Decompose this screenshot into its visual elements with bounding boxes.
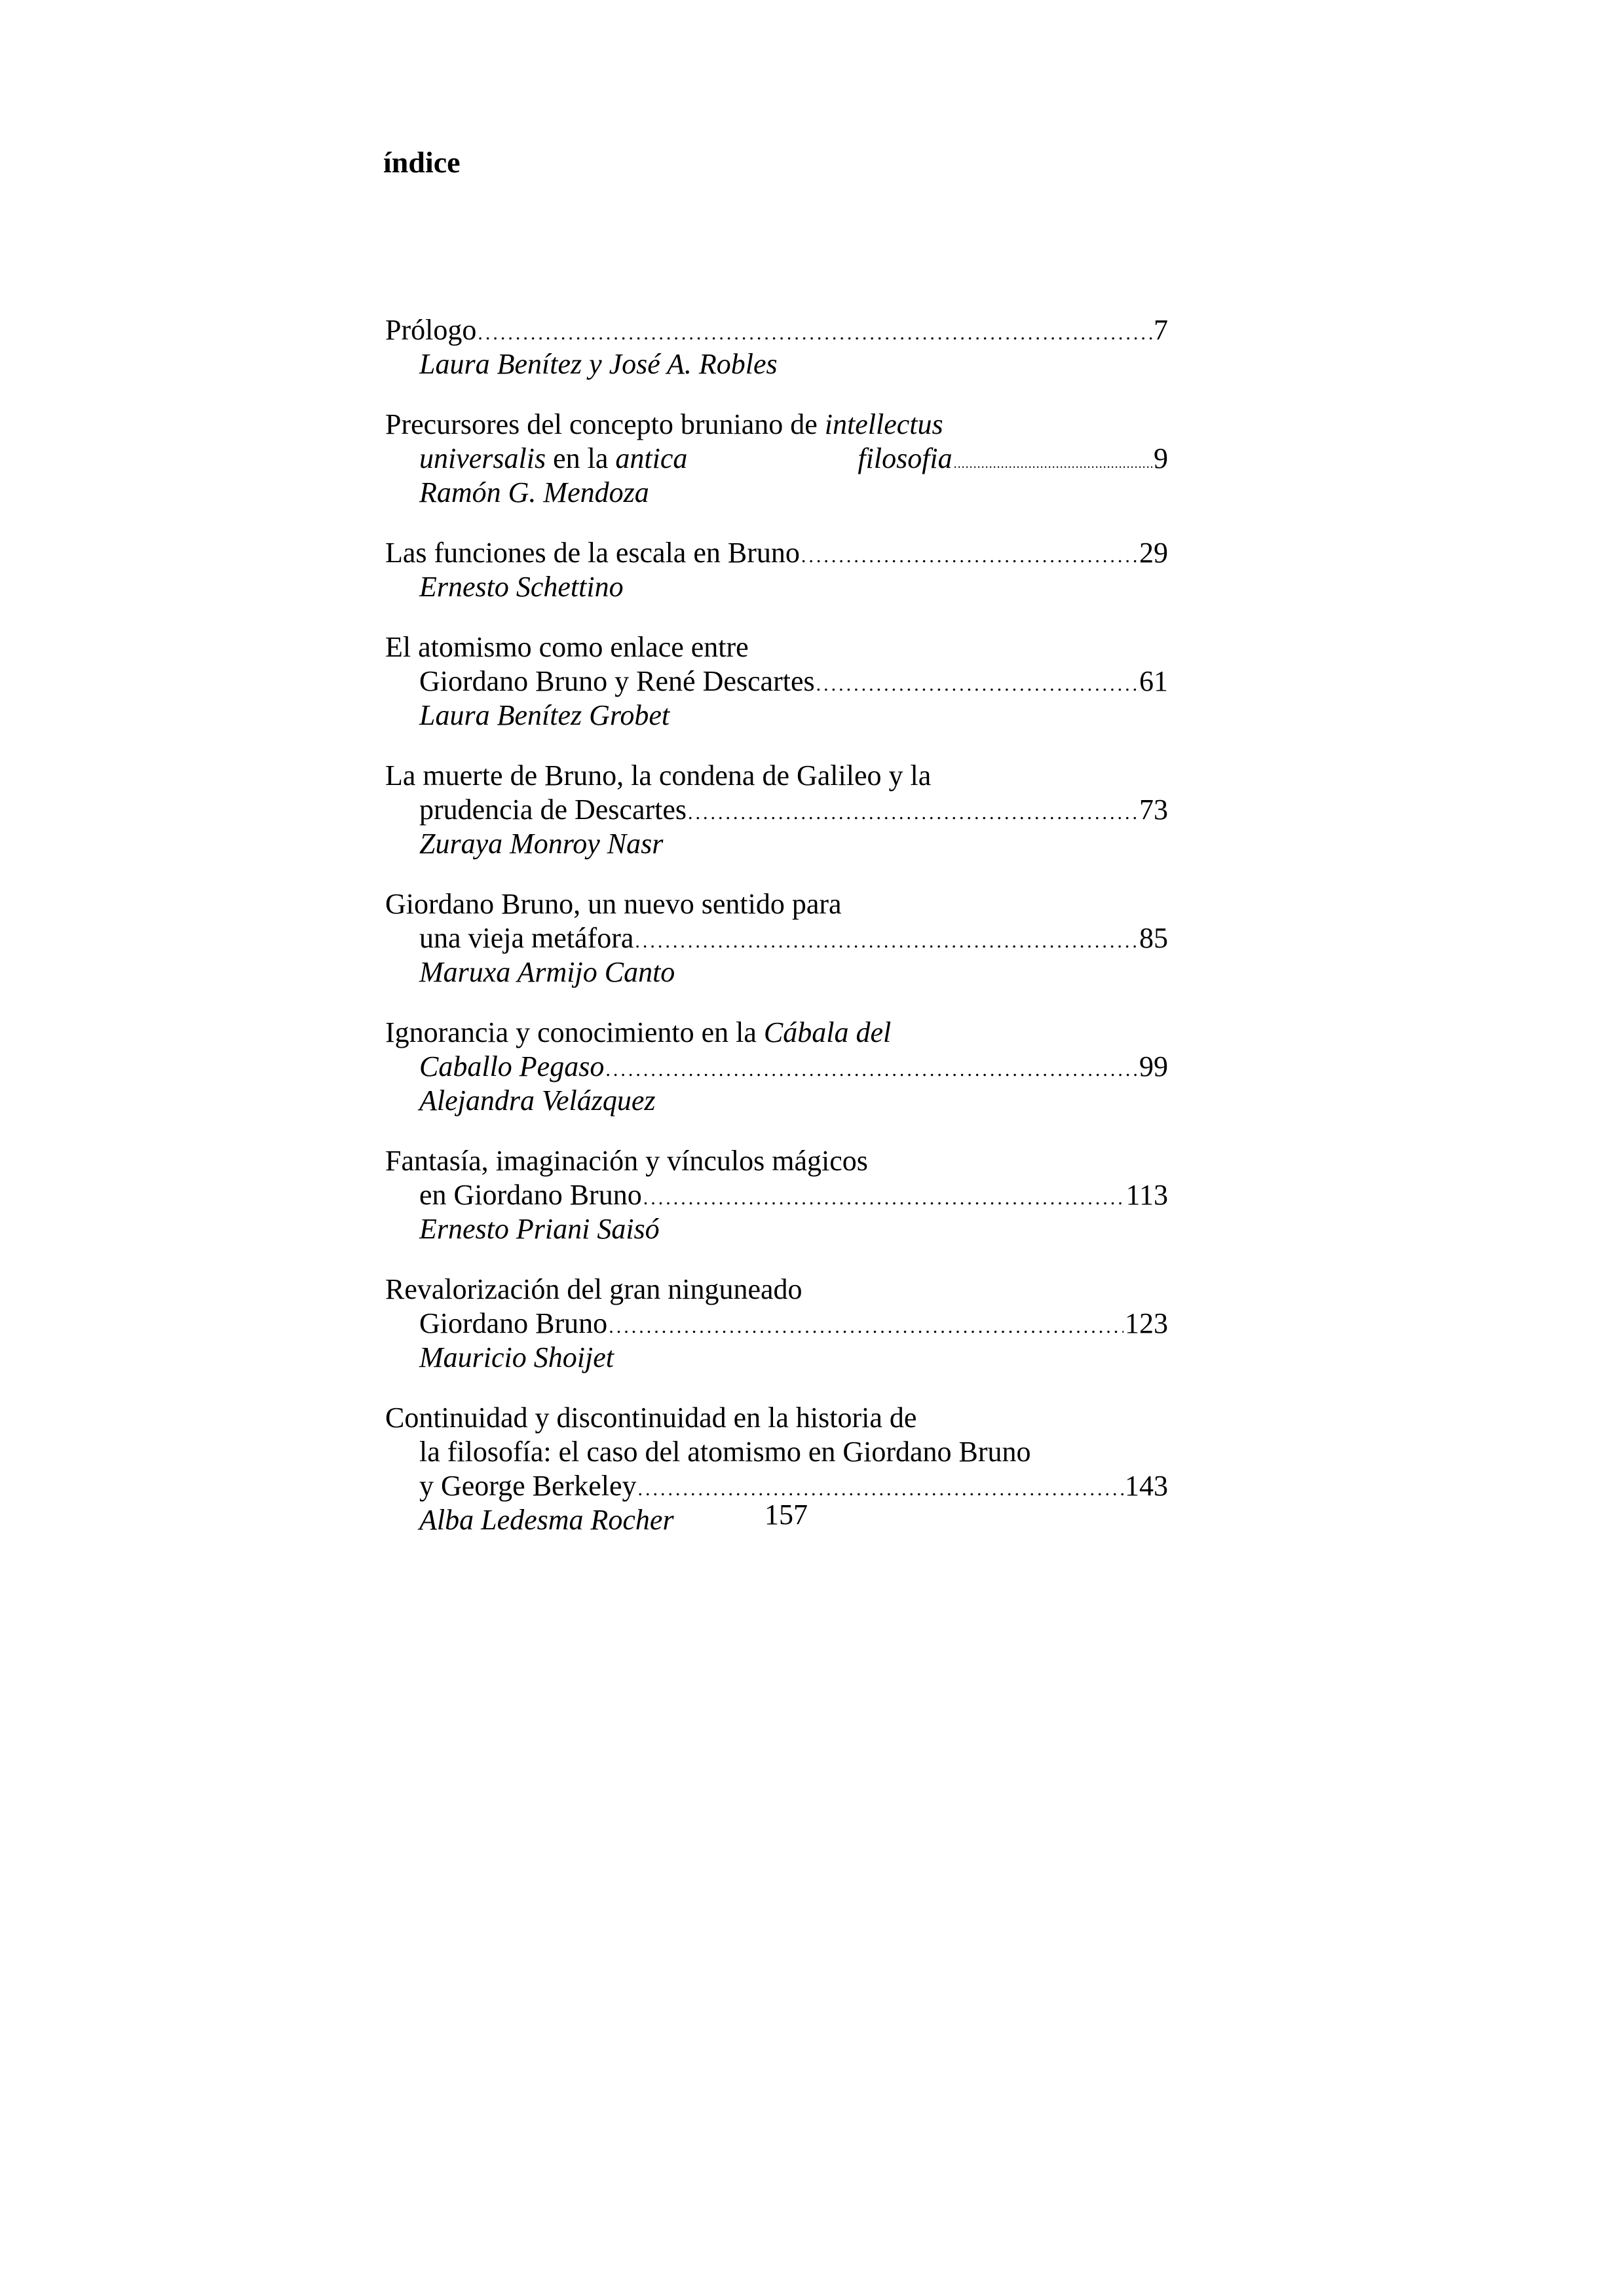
dot-leader	[638, 1472, 1124, 1506]
toc-entry-title-italic: intellectus	[824, 408, 943, 440]
toc-entry-prologo[interactable]	[385, 313, 1168, 381]
toc-entry-author: Ernesto Priani Saisó	[419, 1213, 660, 1245]
toc-entry-title: Continuidad y discontinuidad en la historia de	[385, 1402, 917, 1434]
page-folio-number: 157	[765, 1499, 808, 1531]
toc-entry-title: Giordano Bruno y René Descartes	[419, 665, 815, 697]
toc-entry-page-number: 61	[1139, 665, 1168, 697]
toc-entry-title: Fantasía, imaginación y vínculos mágicos	[385, 1145, 868, 1177]
toc-entry-author: Mauricio Shoijet	[419, 1341, 614, 1373]
toc-entry-title-italic: filosofia	[858, 442, 953, 474]
toc-entry-page-number: 85	[1139, 922, 1168, 954]
dot-leader	[635, 925, 1138, 959]
toc-entry-title: una vieja metáfora	[419, 922, 634, 954]
toc-entry-author: Zuraya Monroy Nasr	[419, 828, 664, 860]
toc-entry-title-italic: Caballo Pegaso	[419, 1050, 605, 1082]
toc-entry-author: Maruxa Armijo Canto	[419, 956, 675, 988]
toc-entry-title-italic: universalis	[419, 442, 546, 474]
table-of-contents	[385, 313, 1168, 1537]
toc-entry-page-number: 99	[1139, 1050, 1168, 1082]
toc-entry-fantasia[interactable]	[385, 1144, 1168, 1246]
toc-entry-page-number: 7	[1154, 314, 1168, 346]
toc-entry-title: Las funciones de la escala en Bruno	[385, 537, 800, 569]
toc-entry-author: Alejandra Velázquez	[419, 1084, 656, 1117]
toc-entry-nuevo-sentido[interactable]	[385, 887, 1168, 989]
toc-entry-title-line	[385, 921, 1168, 955]
toc-entry-title: Ignorancia y conocimiento en la	[385, 1016, 764, 1048]
toc-entry-page-number: 9	[1154, 442, 1168, 474]
dot-leader	[954, 447, 1152, 481]
toc-entry-title: y George Berkeley	[419, 1470, 637, 1502]
toc-entry-title: la filosofía: el caso del atomismo en Giordano Bruno	[419, 1436, 1031, 1468]
toc-entry-title: en Giordano Bruno	[419, 1179, 642, 1211]
page-heading: índice	[383, 145, 461, 179]
dot-leader	[478, 316, 1152, 351]
dot-leader	[643, 1181, 1125, 1215]
toc-entry-page-number: 123	[1125, 1307, 1168, 1339]
toc-entry-title-line	[385, 1050, 1168, 1084]
toc-entry-title: Giordano Bruno	[419, 1307, 608, 1339]
toc-entry-title-line	[385, 536, 1168, 570]
toc-entry-title: Prólogo	[385, 314, 477, 346]
toc-entry-page-number: 29	[1139, 537, 1168, 569]
toc-entry-title-line	[385, 442, 1168, 476]
toc-entry-title-italic: Cábala del	[763, 1016, 892, 1048]
toc-entry-title-line	[385, 408, 1168, 442]
toc-entry-title: La muerte de Bruno, la condena de Galileo y la	[385, 759, 932, 792]
toc-entry-title-line	[385, 1307, 1168, 1341]
dot-leader	[801, 539, 1138, 573]
toc-entry-title-line	[385, 1178, 1168, 1212]
dot-leader	[816, 668, 1138, 702]
toc-entry-title: El atomismo como enlace entre	[385, 631, 749, 663]
toc-entry-title-italic: antica	[615, 442, 688, 474]
dot-leader	[609, 1310, 1124, 1344]
toc-entry-page-number: 73	[1139, 794, 1168, 826]
toc-entry-title	[419, 442, 953, 476]
toc-entry-title: Revalorización del gran ninguneado	[385, 1273, 803, 1305]
dot-leader	[605, 1053, 1138, 1087]
toc-entry-ignorancia[interactable]	[385, 1016, 1168, 1118]
toc-entry-title: Giordano Bruno, un nuevo sentido para	[385, 888, 842, 920]
toc-entry-title: prudencia de Descartes	[419, 794, 687, 826]
toc-entry-author: Ernesto Schettino	[419, 571, 624, 603]
toc-entry-title-text: en la	[546, 442, 616, 474]
toc-entry-atomismo[interactable]	[385, 630, 1168, 733]
toc-entry-title-line	[385, 664, 1168, 698]
toc-entry-title: Precursores del concepto bruniano de	[385, 408, 825, 440]
toc-entry-title-line	[385, 1016, 1168, 1050]
toc-entry-funciones[interactable]	[385, 536, 1168, 604]
toc-entry-revalorizacion[interactable]	[385, 1272, 1168, 1375]
toc-entry-page-number: 143	[1125, 1470, 1168, 1502]
dot-leader	[688, 796, 1138, 830]
toc-entry-precursores[interactable]	[385, 408, 1168, 510]
toc-entry-author: Laura Benítez Grobet	[419, 699, 670, 731]
toc-entry-muerte-de-bruno[interactable]	[385, 759, 1168, 861]
toc-entry-title-line	[385, 793, 1168, 827]
toc-entry-author: Ramón G. Mendoza	[419, 476, 649, 508]
toc-entry-page-number: 113	[1125, 1179, 1168, 1211]
toc-entry-author: Laura Benítez y José A. Robles	[419, 348, 778, 380]
toc-entry-author: Alba Ledesma Rocher	[419, 1504, 674, 1536]
toc-entry-title-line	[385, 313, 1168, 347]
